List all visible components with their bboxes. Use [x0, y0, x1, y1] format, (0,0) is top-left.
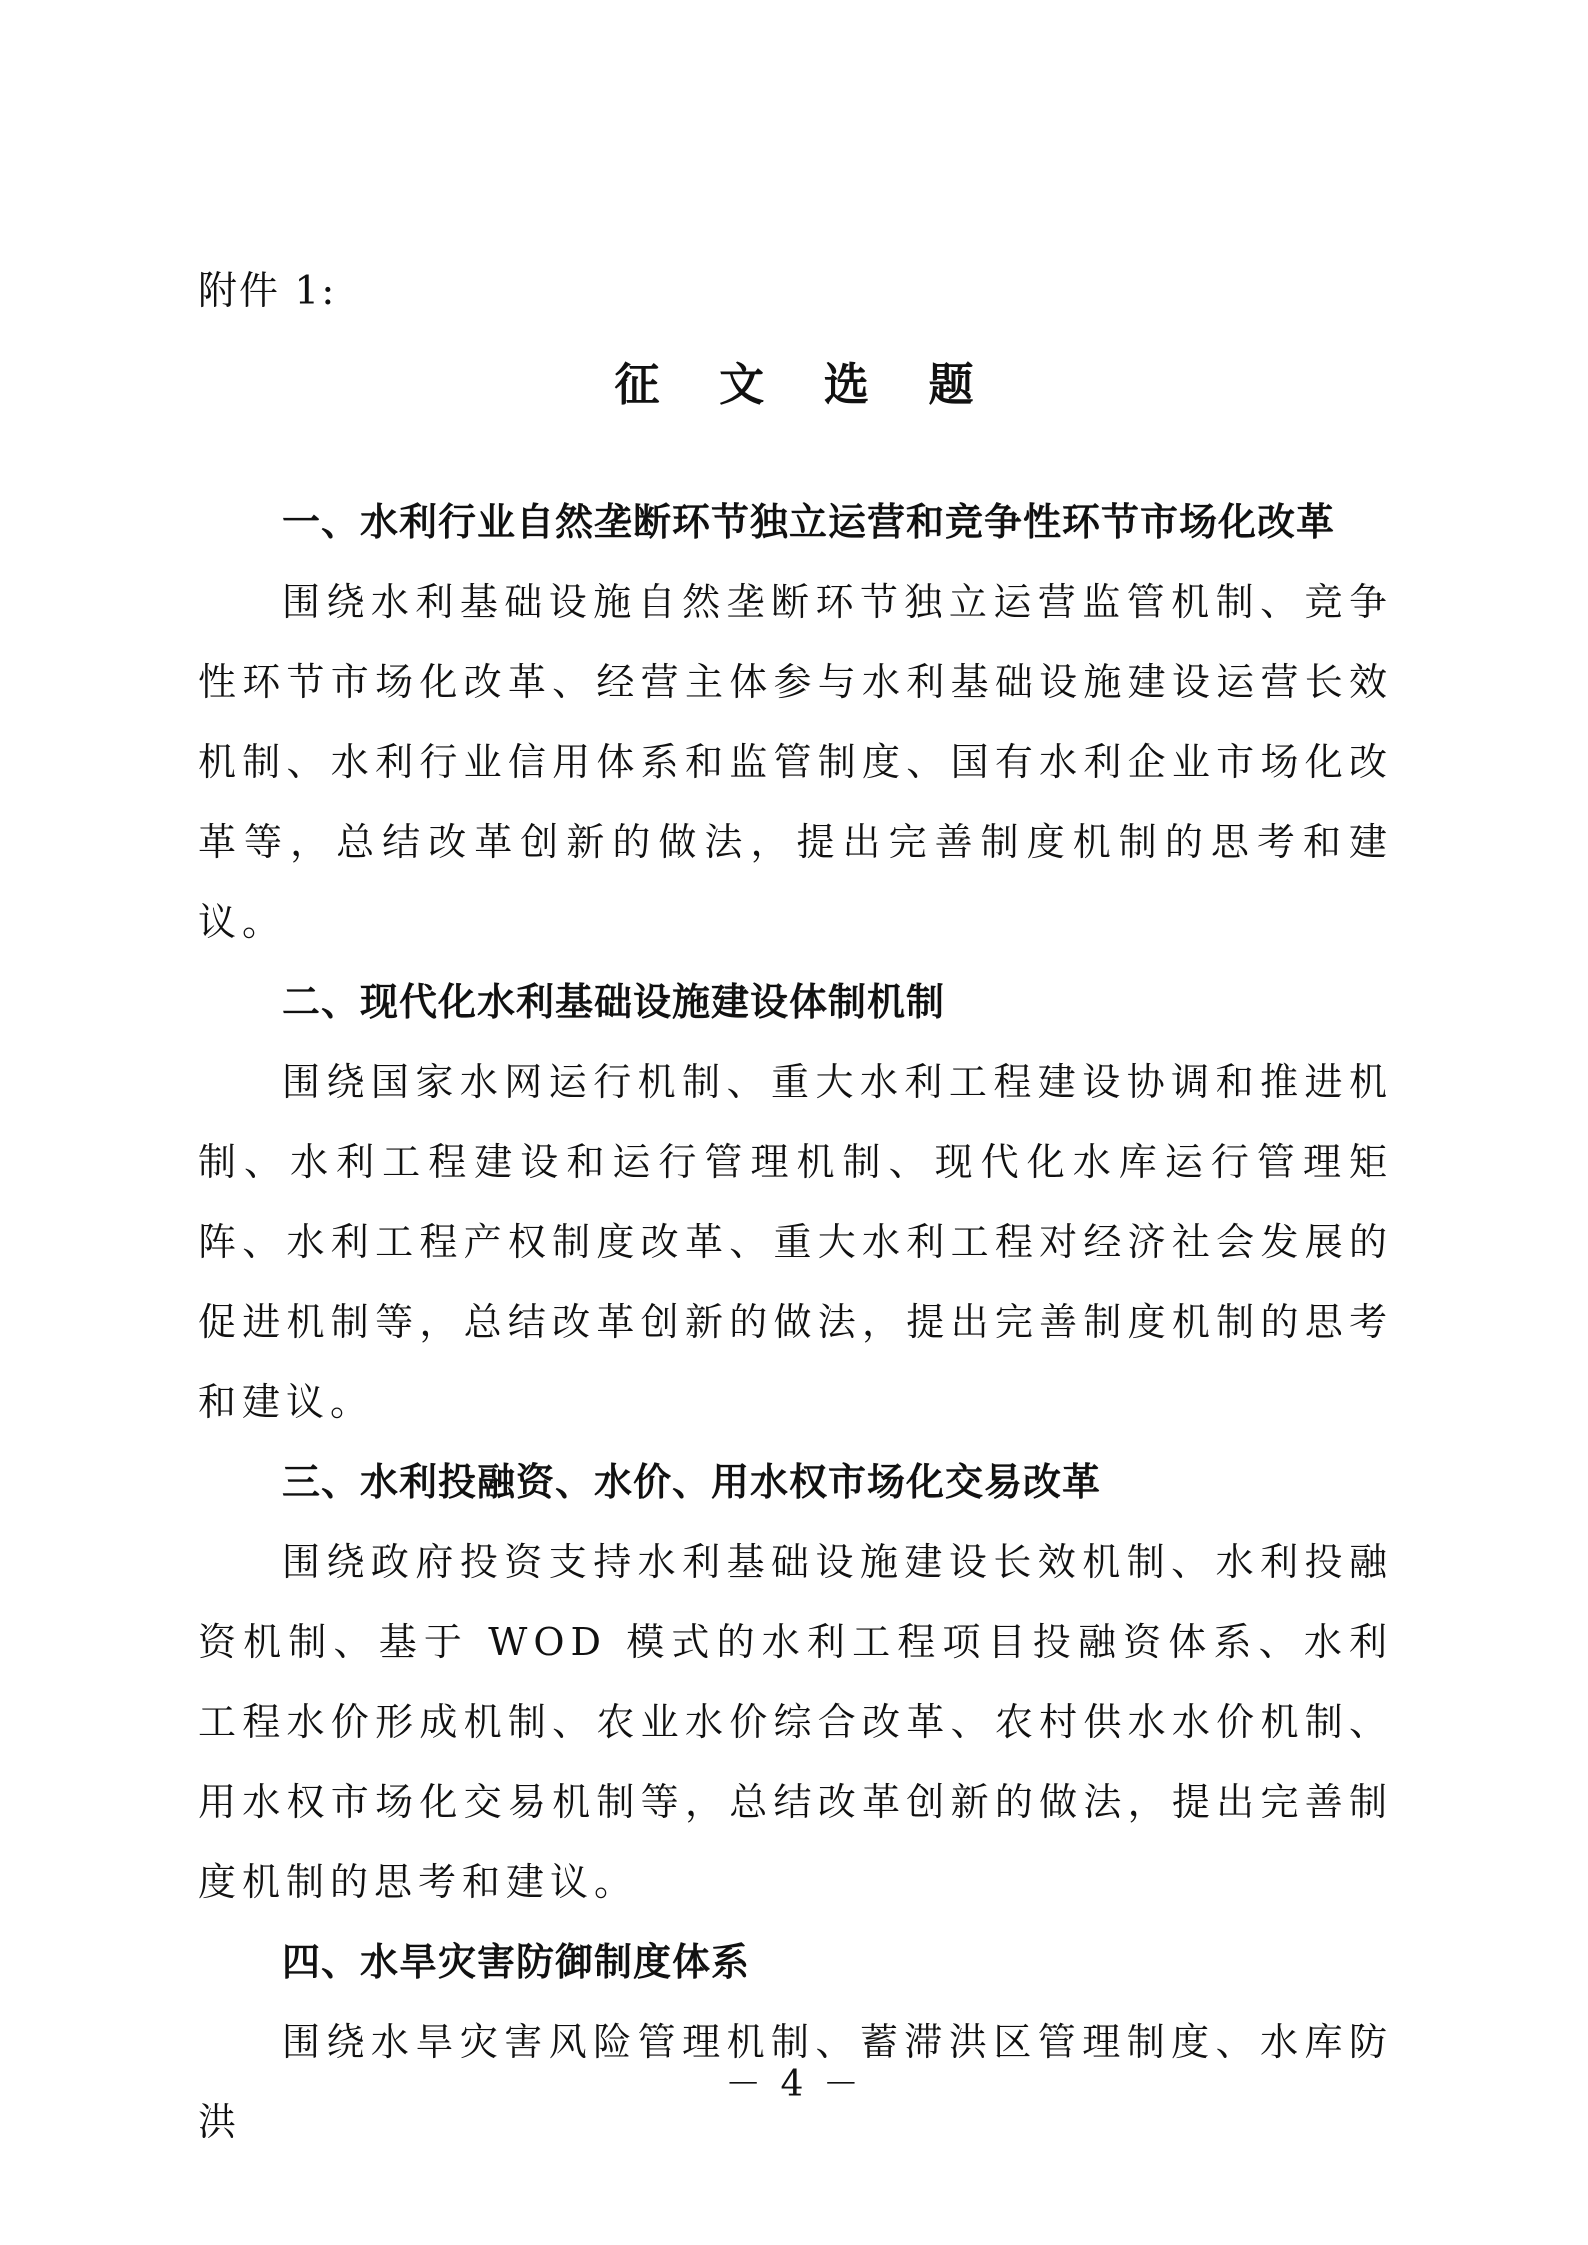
section-heading-4: 四、水旱灾害防御制度体系	[282, 1940, 751, 1984]
page-number: － 4 －	[725, 2064, 863, 2105]
section-body-4: 围绕水旱灾害风险管理机制、蓄滞洪区管理制度、水库防洪	[198, 2020, 1393, 2144]
section-heading-1: 一、水利行业自然垄断环节独立运营和竞争性环节市场化改革	[282, 500, 1336, 544]
section-body-2: 围绕国家水网运行机制、重大水利工程建设协调和推进机制、水利工程建设和运行管理机制、现代化水库运行管理矩阵、水利工程产权制度改革、重大水利工程对经济社会发展的促进机制等，总结改革创新的做法，提出完善制度机制的思考和建议。	[198, 1060, 1393, 1424]
document-title: 征 文 选 题	[614, 358, 996, 411]
attachment-label: 附件 1:	[198, 269, 337, 314]
section-heading-3: 三、水利投融资、水价、用水权市场化交易改革	[282, 1460, 1102, 1504]
section-body-1: 围绕水利基础设施自然垄断环节独立运营监管机制、竞争性环节市场化改革、经营主体参与水利基础设施建设运营长效机制、水利行业信用体系和监管制度、国有水利企业市场化改革等，总结改革创新的做法，提出完善制度机制的思考和建议。	[198, 580, 1393, 944]
document-content	[198, 482, 1393, 2162]
section-body-3: 围绕政府投资支持水利基础设施建设长效机制、水利投融资机制、基于 WOD 模式的水利工程项目投融资体系、水利工程水价形成机制、农业水价综合改革、农村供水水价机制、用水权市场化交易机制等，总结改革创新的做法，提出完善制度机制的思考和建议。	[198, 1540, 1393, 1904]
section-heading-2: 二、现代化水利基础设施建设体制机制	[282, 980, 946, 1024]
